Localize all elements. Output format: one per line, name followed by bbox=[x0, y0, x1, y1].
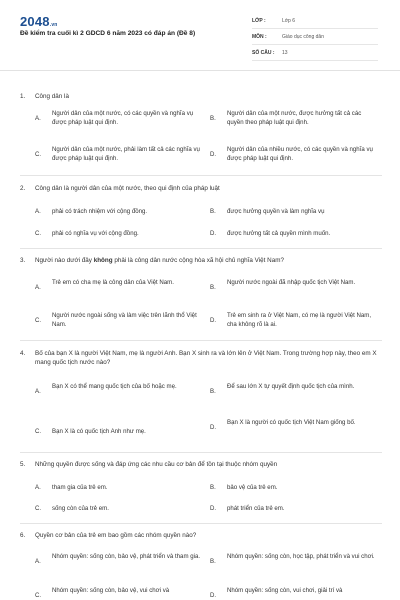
option-letter: D. bbox=[210, 424, 217, 431]
question-number: 4. bbox=[20, 350, 26, 357]
option-c[interactable] bbox=[35, 586, 202, 600]
option-text: Người nước ngoài sống và làm việc trên lãnh thổ Việt Nam. bbox=[52, 312, 197, 328]
option-d[interactable] bbox=[210, 586, 377, 600]
question-2 bbox=[20, 184, 382, 193]
option-letter: C. bbox=[35, 505, 42, 512]
option-letter: B. bbox=[210, 115, 216, 122]
option-letter: C. bbox=[35, 428, 42, 435]
option-letter: B. bbox=[210, 208, 216, 215]
option-letter: D. bbox=[210, 151, 217, 158]
option-c[interactable] bbox=[35, 427, 202, 436]
option-text: Người dân của nhiều nước, có các quyền và nghĩa vụ được pháp luật qui định. bbox=[227, 146, 373, 162]
option-d[interactable] bbox=[210, 229, 377, 238]
exam-header bbox=[0, 0, 400, 71]
option-letter: B. bbox=[210, 558, 216, 565]
option-text: tham gia của trẻ em. bbox=[52, 484, 108, 491]
option-text: Bạn X là người có quốc tịch Việt Nam giống bố. bbox=[227, 419, 356, 426]
option-a[interactable] bbox=[35, 552, 202, 566]
meta-class-label: LỚP : bbox=[252, 17, 266, 24]
option-b[interactable] bbox=[210, 207, 377, 216]
option-text: Bạn X có thể mang quốc tịch của bố hoặc mẹ. bbox=[52, 383, 177, 390]
option-a[interactable] bbox=[35, 207, 202, 216]
option-text: được hưởng tất cả quyền mình muốn. bbox=[227, 230, 331, 237]
option-letter: C. bbox=[35, 592, 42, 599]
option-letter: B. bbox=[210, 284, 216, 291]
question-text: Công dân là bbox=[35, 93, 69, 100]
option-letter: C. bbox=[35, 230, 42, 237]
question-3 bbox=[20, 256, 382, 265]
meta-subject-row bbox=[252, 29, 378, 45]
option-a[interactable] bbox=[35, 483, 202, 492]
option-text: Người dân của một nước, phải làm tất cả các nghĩa vụ được pháp luật qui định. bbox=[52, 146, 200, 162]
option-c[interactable] bbox=[35, 504, 202, 513]
question-divider bbox=[20, 248, 382, 249]
option-text: Nhóm quyền: sống còn, học tập, phát triển và vui chơi. bbox=[227, 553, 375, 560]
option-text: phải có trách nhiệm với cộng đồng. bbox=[52, 208, 148, 215]
option-letter: C. bbox=[35, 317, 42, 324]
option-text: phát triển của trẻ em. bbox=[227, 505, 285, 512]
question-text: Quyền cơ bản của trẻ em bao gồm các nhóm quyền nào? bbox=[35, 532, 197, 539]
option-letter: A. bbox=[35, 558, 41, 565]
question-number: 5. bbox=[20, 461, 26, 468]
question-6 bbox=[20, 531, 382, 540]
question-text: Bố của bạn X là người Việt Nam, mẹ là người Anh. Bạn X sinh ra và lớn lên ở Việt Nam. Trong trường hợp này, theo em X mang quốc tịch nước nào? bbox=[35, 350, 377, 366]
meta-subject-value: Giáo dục công dân bbox=[282, 33, 324, 40]
meta-class-row bbox=[252, 13, 378, 29]
option-b[interactable] bbox=[210, 382, 377, 396]
question-text: Những quyền được sống và đáp ứng các nhu cầu cơ bản để tồn tại thuộc nhóm quyền bbox=[35, 461, 278, 468]
option-letter: B. bbox=[210, 388, 216, 395]
option-b[interactable] bbox=[210, 552, 377, 566]
option-d[interactable] bbox=[210, 418, 377, 432]
option-b[interactable] bbox=[210, 278, 377, 292]
site-logo[interactable]: 2048.vn bbox=[20, 14, 58, 29]
option-text: sống còn của trẻ em. bbox=[52, 505, 109, 512]
question-divider bbox=[20, 175, 382, 176]
option-text: Trẻ em sinh ra ở Việt Nam, có mẹ là người Việt Nam, cha không rõ là ai. bbox=[227, 312, 372, 328]
option-text: Người dân của một nước, có các quyền và nghĩa vụ được pháp luật qui định. bbox=[52, 110, 194, 126]
option-b[interactable] bbox=[210, 483, 377, 492]
meta-count-row bbox=[252, 45, 378, 61]
question-text: Người nào dưới đây không phải là công dân nước cộng hòa xã hội chủ nghĩa Việt Nam? bbox=[35, 257, 284, 264]
question-number: 1. bbox=[20, 93, 26, 100]
option-text: Nhóm quyền: sống còn, bảo vệ, phát triển và tham gia. bbox=[52, 553, 201, 560]
option-letter: A. bbox=[35, 388, 41, 395]
option-text: Bạn X là có quốc tịch Anh như mẹ. bbox=[52, 428, 146, 435]
question-text: Công dân là người dân của một nước, theo qui định của pháp luật bbox=[35, 185, 220, 192]
option-letter: D. bbox=[210, 230, 217, 237]
option-text: Để sau lớn X tự quyết định quốc tịch của mình. bbox=[227, 383, 355, 390]
option-letter: A. bbox=[35, 284, 41, 291]
question-number: 6. bbox=[20, 532, 26, 539]
option-letter: A. bbox=[35, 484, 41, 491]
option-text: Nhóm quyền: sống còn, vui chơi, giải trí và bbox=[227, 587, 343, 594]
option-d[interactable] bbox=[210, 311, 377, 329]
question-number: 3. bbox=[20, 257, 26, 264]
option-d[interactable] bbox=[210, 504, 377, 513]
option-text: phải có nghĩa vụ với cộng đồng. bbox=[52, 230, 139, 237]
question-divider bbox=[20, 340, 382, 341]
option-text: bảo vệ của trẻ em. bbox=[227, 484, 278, 491]
option-text: Trẻ em có cha mẹ là công dân của Việt Nam. bbox=[52, 279, 174, 286]
question-divider bbox=[20, 523, 382, 524]
option-text: được hưởng quyền và làm nghĩa vụ bbox=[227, 208, 325, 215]
option-c[interactable] bbox=[35, 229, 202, 238]
option-c[interactable] bbox=[35, 311, 202, 329]
option-a[interactable] bbox=[35, 278, 202, 292]
question-1 bbox=[20, 92, 382, 101]
meta-class-value: Lớp 6 bbox=[282, 17, 296, 24]
option-b[interactable] bbox=[210, 109, 377, 127]
option-letter: D. bbox=[210, 592, 217, 599]
meta-count-value: 13 bbox=[282, 49, 288, 56]
question-4 bbox=[20, 349, 382, 367]
question-number: 2. bbox=[20, 185, 26, 192]
meta-subject-label: MÔN : bbox=[252, 33, 267, 40]
question-divider bbox=[20, 452, 382, 453]
meta-count-label: SỐ CÂU : bbox=[252, 49, 275, 56]
option-letter: C. bbox=[35, 151, 42, 158]
option-letter: A. bbox=[35, 208, 41, 215]
option-d[interactable] bbox=[210, 145, 377, 163]
exam-meta bbox=[252, 13, 378, 61]
exam-title: Đề kiểm tra cuối kì 2 GDCD 6 năm 2023 có đáp án (Đề 8) bbox=[20, 30, 196, 37]
option-text: Người nước ngoài đã nhập quốc tịch Việt Nam. bbox=[227, 279, 356, 286]
option-letter: D. bbox=[210, 317, 217, 324]
option-a[interactable] bbox=[35, 382, 202, 396]
question-5 bbox=[20, 460, 382, 469]
option-c[interactable] bbox=[35, 145, 202, 163]
option-letter: B. bbox=[210, 484, 216, 491]
option-text: Nhóm quyền: sống còn, bảo vệ, vui chơi và bbox=[52, 587, 170, 594]
option-text: Người dân của một nước, được hưởng tất cả các quyền theo pháp luật qui định. bbox=[227, 110, 362, 126]
option-letter: D. bbox=[210, 505, 217, 512]
option-a[interactable] bbox=[35, 109, 202, 127]
option-letter: A. bbox=[35, 115, 41, 122]
